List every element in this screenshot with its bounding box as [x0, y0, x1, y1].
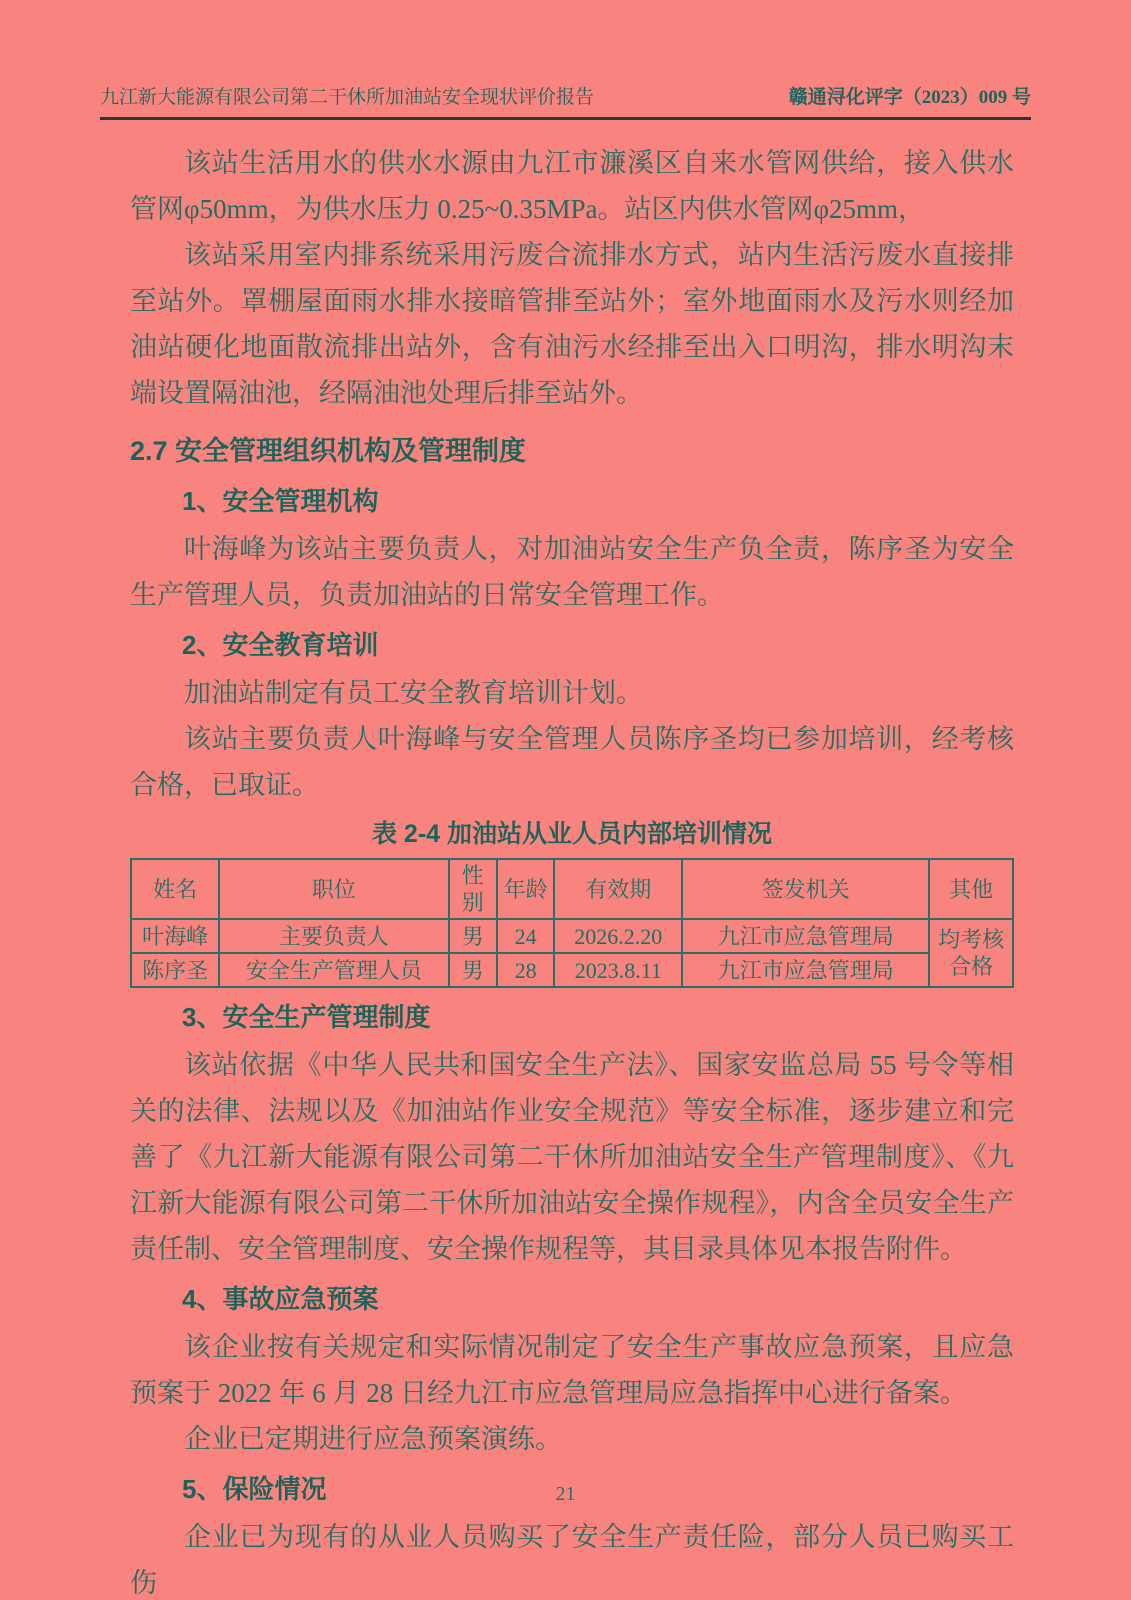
paragraph-drainage: 该站采用室内排系统采用污废合流排水方式，站内生活污废水直接排至站外。罩棚屋面雨水排水接暗管排至站外；室外地面雨水及污水则经加油站硬化地面散流排出站外，含有油污水经排至出入口明沟，排水明沟末端设置隔油池，经隔油池处理后排至站外。: [130, 240, 1014, 408]
paragraph-drill: 企业已定期进行应急预案演练。: [184, 1424, 562, 1454]
table-header-issuer: 签发机关: [682, 859, 929, 919]
paragraph-insurance: 企业已为现有的从业人员购买了安全生产责任险，部分人员已购买工伤: [130, 1522, 1014, 1598]
paragraph-training-plan: 加油站制定有员工安全教育培训计划。: [184, 678, 643, 708]
paragraph-responsible-person: 叶海峰为该站主要负责人，对加油站安全生产负全责，陈序圣为安全生产管理人员，负责加油站的日常安全管理工作。: [130, 534, 1014, 610]
table-row: [131, 953, 1013, 987]
table-cell-issuer: 九江市应急管理局: [682, 953, 929, 987]
subheading-1-safety-org: 1、安全管理机构: [182, 486, 379, 516]
subheading-4-emergency-plan: 4、事故应急预案: [182, 1284, 379, 1314]
section-heading-2-7: 2.7 安全管理组织机构及管理制度: [130, 436, 527, 466]
paragraph-safety-rules: 该站依据《中华人民共和国安全生产法》、国家安监总局 55 号令等相关的法律、法规以及《加油站作业安全规范》等安全标准，逐步建立和完善了《九江新大能源有限公司第二干休所加油站安全生产管理制度》、《九江新大能源有限公司第二干休所加油站安全操作规程》，内含全员安全生产责任制、安全管理制度、安全操作规程等，其目录具体见本报告附件。: [130, 1050, 1014, 1264]
subheading-2-safety-training: 2、安全教育培训: [182, 630, 379, 660]
table-cell-age: 24: [497, 919, 554, 953]
page-number: 21: [555, 1483, 576, 1505]
table-header-position: 职位: [219, 859, 448, 919]
table-cell-position: 主要负责人: [219, 919, 448, 953]
header-report-title: 九江新大能源有限公司第二干休所加油站安全现状评价报告: [100, 87, 595, 108]
paragraph-training-status: 该站主要负责人叶海峰与安全管理人员陈序圣均已参加培训，经考核合格，已取证。: [130, 724, 1014, 800]
subheading-3-safety-rules: 3、安全生产管理制度: [182, 1002, 431, 1032]
table-cell-position: 安全生产管理人员: [219, 953, 448, 987]
paragraph-emergency-plan: 该企业按有关规定和实际情况制定了安全生产事故应急预案，且应急预案于 2022 年 6 月 28 日经九江市应急管理局应急指挥中心进行备案。: [130, 1332, 1014, 1408]
header-doc-number: 赣通浔化评字（2023）009 号: [788, 87, 1031, 108]
table-cell-valid-date: 2023.8.11: [554, 953, 682, 987]
table-cell-name: 叶海峰: [131, 919, 219, 953]
subheading-5-insurance: 5、保险情况: [182, 1474, 327, 1504]
table-header-gender: 性别: [449, 859, 498, 919]
table-cell-issuer: 九江市应急管理局: [682, 919, 929, 953]
table-2-4-title: 表 2-4 加油站从业人员内部培训情况: [371, 820, 773, 848]
table-row: [131, 919, 1013, 953]
table-cell-other-merged: 均考核合格: [929, 919, 1013, 987]
table-cell-name: 陈序圣: [131, 953, 219, 987]
table-header-valid-date: 有效期: [554, 859, 682, 919]
table-cell-gender: 男: [449, 953, 498, 987]
page-body: [130, 140, 1014, 1600]
paragraph-water-supply: 该站生活用水的供水水源由九江市濂溪区自来水管网供给，接入供水管网φ50mm，为供水压力 0.25~0.35MPa。站区内供水管网φ25mm，: [130, 148, 1014, 224]
table-header-age: 年龄: [497, 859, 554, 919]
page-header: [100, 86, 1031, 120]
table-header-name: 姓名: [131, 859, 219, 919]
table-cell-age: 28: [497, 953, 554, 987]
table-cell-valid-date: 2026.2.20: [554, 919, 682, 953]
table-cell-gender: 男: [449, 919, 498, 953]
table-header-other: 其他: [929, 859, 1013, 919]
training-table: [130, 858, 1014, 988]
table-header-row: [131, 859, 1013, 919]
